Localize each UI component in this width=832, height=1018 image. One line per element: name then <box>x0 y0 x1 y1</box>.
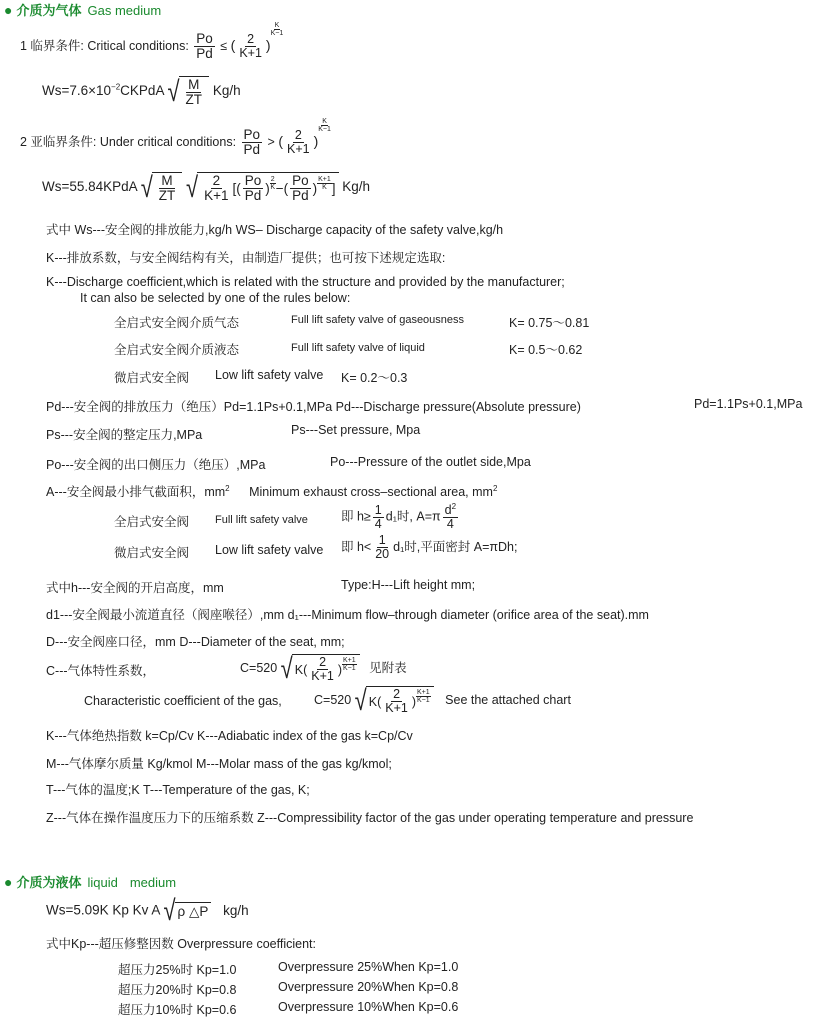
rule-low-lift-value: K= 0.2～0.3 <box>341 371 408 385</box>
op-row-20-cn: 超压力20%时 Kp=0.8 <box>118 983 237 997</box>
po-pd-fraction: $\frac{Po}{Pd}$ <box>196 31 213 62</box>
ws-liquid-formula: Ws=5.09K Kp Kv A √ ρ △P kg/h <box>46 894 249 927</box>
op-row-25-cn: 超压力25%时 Kp=1.0 <box>118 963 237 977</box>
def-kp: 式中Kp---超压修整因数 Overpressure coefficient: <box>46 937 316 951</box>
def-D: D---安全阀座口径，mm D---Diameter of the seat, mm; <box>46 635 345 649</box>
rule-full-lift-liquid-en: Full lift safety valve of liquid <box>291 342 425 354</box>
def-h-cn: 式中h---安全阀的开启高度，mm <box>46 581 224 595</box>
def-t: T---气体的温度;K T---Temperature of the gas, K; <box>46 783 310 797</box>
rule-full-lift-liquid-value: K= 0.5～0.62 <box>509 343 583 357</box>
rule-low-lift-en: Low lift safety valve <box>215 368 324 382</box>
def-k-adiabatic: K---气体绝热指数 k=Cp/Cv K---Adiabatic index of the gas k=Cp/Cv <box>46 729 413 743</box>
bullet-icon: ● <box>4 874 13 890</box>
def-k-en: K---Discharge coefficient,which is related with the structure and provided by the manufacturer; <box>46 275 565 289</box>
two-over-k1-fraction: $\frac{2}{K+1}$ <box>239 32 262 61</box>
k-over-km1-exponent: $\frac{K}{K-1}$ <box>270 22 284 38</box>
full-lift-area-formula: 即 h≥ $\frac{1}{4}$ d₁时, A=π $\frac{d^2}{4}$ <box>341 502 457 532</box>
def-h-en: Type:H---Lift height mm; <box>341 578 476 592</box>
c-formula-cn: C=520 √ K( $\frac{2}{K+1}$ ) $\frac{K+1}{K-1}$ 见附表 <box>240 651 407 685</box>
def-a: A---安全阀最小排气截面积，$mm^2$ Minimum exhaust cross–sectional area, $mm^2$ <box>46 483 498 499</box>
leq-sign: ≤ <box>220 38 228 53</box>
ws-critical-formula: $Ws=7.6\times 10^{-2}CKPdA$ √ $\frac{M}{ZT}$ Kg/h <box>42 74 241 108</box>
low-lift-area-en: Low lift safety valve <box>215 543 324 557</box>
liquid-title-en1: liquid <box>87 875 118 890</box>
sqrt-m-zt: √ $\frac{M}{ZT}$ <box>167 76 209 107</box>
op-row-25-en: Overpressure 25%When Kp=1.0 <box>278 960 459 974</box>
op-row-10-en: Overpressure 10%When Kp=0.6 <box>278 1000 459 1014</box>
def-c-cn: C---气体特性系数， <box>46 664 156 678</box>
rule-full-lift-gas-value: K= 0.75～0.81 <box>509 316 590 330</box>
critical-label: 1 临界条件: Critical conditions: <box>20 38 189 53</box>
gas-title-cn: 介质为气体 <box>16 3 82 18</box>
full-lift-area-cn: 全启式安全阀 <box>114 515 190 529</box>
def-k-cn: K---排放系数，与安全阀结构有关，由制造厂提供；也可按下述规定选取: <box>46 251 446 265</box>
rule-low-lift-cn: 微启式安全阀 <box>114 371 190 385</box>
full-lift-area-en: Full lift safety valve <box>215 514 308 526</box>
op-row-20-en: Overpressure 20%When Kp=0.8 <box>278 980 459 994</box>
def-po-cn: Po---安全阀的出口侧压力（绝压）,MPa <box>46 458 266 472</box>
low-lift-area-formula: 即 h< $\frac{1}{20}$ d₁时,平面密封 A=πDh; <box>341 533 518 562</box>
def-c-en: Characteristic coefficient of the gas, <box>84 694 282 708</box>
def-pd-formula: Pd=1.1Ps+0.1,MPa <box>694 397 803 411</box>
def-m: M---气体摩尔质量 Kg/kmol M---Molar mass of the gas kg/kmol; <box>46 757 392 771</box>
liquid-title-cn: 介质为液体 <box>16 875 82 890</box>
def-ws: 式中 Ws---安全阀的排放能力,kg/h WS– Discharge capacity of the safety valve,kg/h <box>46 223 504 237</box>
bullet-icon: ● <box>4 2 13 18</box>
rule-full-lift-gas-en: Full lift safety valve of gaseousness <box>291 314 465 326</box>
op-row-10-cn: 超压力10%时 Kp=0.6 <box>118 1003 237 1017</box>
def-ps-en: Ps---Set pressure, Mpa <box>291 423 421 437</box>
rule-full-lift-gas-cn: 全启式安全阀介质气态 <box>114 316 240 330</box>
low-lift-area-cn: 微启式安全阀 <box>114 546 190 560</box>
def-z: Z---气体在操作温度压力下的压缩系数 Z---Compressibility factor of the gas under operating temperature and pressure <box>46 811 694 825</box>
c-formula-en: C=520 √ K( $\frac{2}{K+1}$ ) $\frac{K+1}{K-1}$ See the attached chart <box>314 683 571 717</box>
def-d1: d1---安全阀最小流道直径（阀座喉径）,mm d₁---Minimum flow–through diameter (orifice area of the seat).mm <box>46 608 649 622</box>
gas-section-heading <box>4 0 161 19</box>
under-critical-condition-line: 2 亚临界条件: Under critical conditions: $\frac{Po}{Pd}$ > ( $\frac{2}{K+1}$ ) $\frac{K}{K-1}$ <box>20 118 331 158</box>
def-a-en: Minimum exhaust cross–sectional area, mm <box>249 485 493 499</box>
rule-full-lift-liquid-cn: 全启式安全阀介质液态 <box>114 343 240 357</box>
gas-title-en: Gas medium <box>87 3 162 18</box>
def-k-en-cont: It can also be selected by one of the rules below: <box>80 291 351 305</box>
def-ps-cn: Ps---安全阀的整定压力,MPa <box>46 428 203 442</box>
liquid-section-heading <box>4 872 176 891</box>
under-critical-label: 2 亚临界条件: Under critical conditions: <box>20 134 237 149</box>
def-pd: Pd---安全阀的排放压力（绝压）Pd=1.1Ps+0.1,MPa Pd---Discharge pressure(Absolute pressure) <box>46 400 581 414</box>
critical-condition-line: 1 临界条件: Critical conditions: $\frac{Po}{Pd}$ ≤ ( $\frac{2}{K+1}$ ) $\frac{K}{K-1}$ <box>20 22 284 62</box>
ws-under-critical-formula: Ws=55.84KPdA √ $\frac{M}{ZT}$ √ $\frac{2}{K+1}$ [( $\frac{Po}{Pd}$ ) $\frac{2}{K}$ −( $\frac{Po}{Pd}$ ) $\frac{K+1}{K}$ ] Kg/h <box>42 170 371 204</box>
liquid-title-en2: medium <box>129 875 177 890</box>
def-po-en: Po---Pressure of the outlet side,Mpa <box>330 455 531 469</box>
def-a-cn: A---安全阀最小排气截面积，mm <box>46 485 226 499</box>
